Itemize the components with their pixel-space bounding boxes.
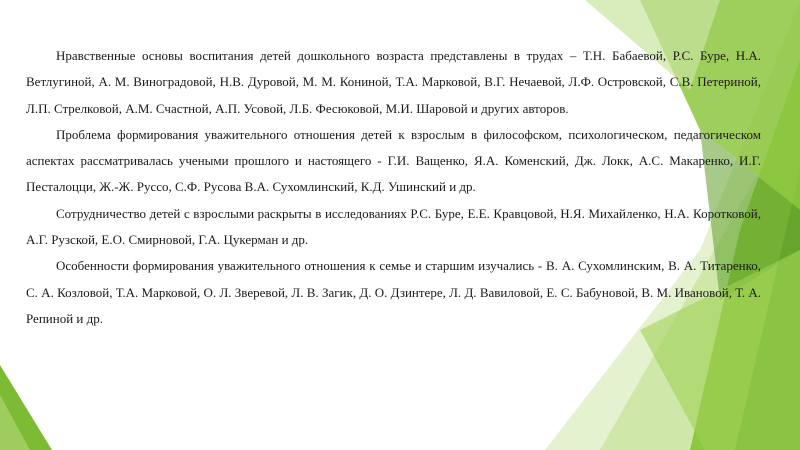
paragraph-moral-foundations: Нравственные основы воспитания детей дошкольного возраста представлены в трудах – Т.Н. Бабаевой, Р.С. Буре, Н.А. Ветлугиной, А. М. Виноградовой, Н.В. Дуровой, М. М. Кониной, Т.А. Марковой, В.Г. Нечаевой, Л.Ф. Островской, С.В. Петериной, Л.П. Стрелковой, А.М. Счастной, А.П. Усовой, Л.Б. Фесюковой, М.И. Шаровой и других авторов. bbox=[26, 48, 761, 116]
main-text-block bbox=[26, 43, 761, 332]
paragraph-cooperation: Сотрудничество детей с взрослыми раскрыты в исследованиях Р.С. Буре, Е.Е. Кравцовой, Н.Я. Михайленко, Н.А. Коротковой, А.Г. Рузской, Е.О. Смирновой, Г.А. Цукерман и др. bbox=[26, 205, 761, 248]
paragraph-family-respect: Особенности формирования уважительного отношения к семье и старшим изучались - В. А. Сухомлинским, В. А. Титаренко, С. А. Козловой, Т.А. Марковой, О. Л. Зверевой, Л. В. Загик, Д. О. Дзинтере, Л. Д. Вавиловой, Е. С. Бабуновой, В. М. Ивановой, Т. А. Репиной и др. bbox=[26, 258, 761, 326]
paragraph-respect-problem: Проблема формирования уважительного отношения детей к взрослым в философском, психологическом, педагогическом аспектах рассматривалась учеными прошлого и настоящего - Г.И. Ващенко, Я.А. Коменский, Дж. Локк, А.С. Макаренко, И.Г. Песталоцци, Ж.-Ж. Руссо, С.Ф. Русова В.А. Сухомлинский, К.Д. Ушинский и др. bbox=[26, 126, 761, 195]
